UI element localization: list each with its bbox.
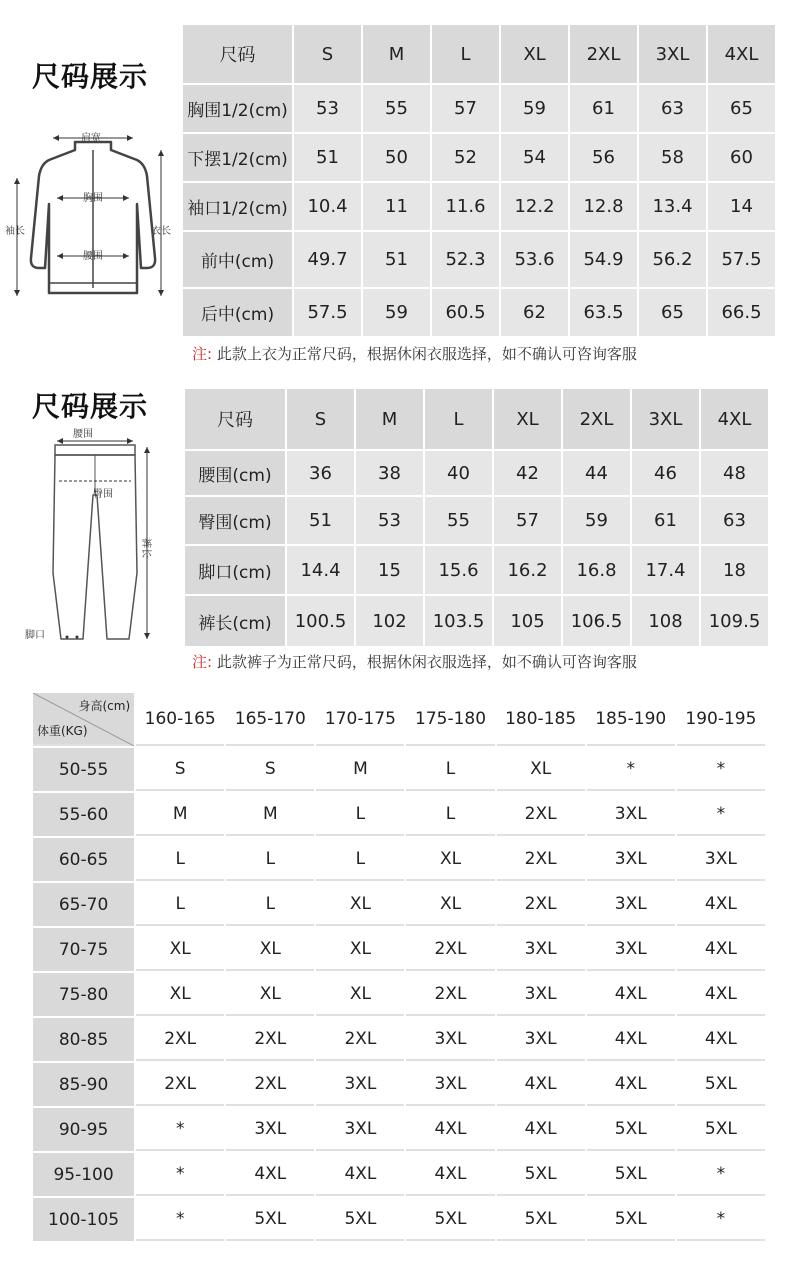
table-cell: 3XL	[226, 1108, 314, 1151]
table-cell: 3XL	[497, 928, 585, 971]
table-cell: 63	[701, 497, 768, 544]
pants-hem-label: 脚口	[25, 630, 45, 641]
pants-header-m: M	[356, 389, 423, 449]
table-cell: 15	[356, 546, 423, 594]
table-row	[33, 928, 765, 971]
table-cell: 103.5	[425, 596, 492, 646]
table-cell: 4XL	[406, 1153, 494, 1196]
table-cell: L	[226, 838, 314, 881]
table-cell: 14.4	[287, 546, 354, 594]
table-cell: 3XL	[497, 1018, 585, 1061]
table-cell: 2XL	[226, 1018, 314, 1061]
weight-range-label: 100-105	[33, 1198, 134, 1241]
jacket-header-m: M	[363, 25, 430, 83]
table-cell: 3XL	[587, 883, 675, 926]
table-cell: 57.5	[708, 232, 775, 287]
table-cell: 5XL	[497, 1198, 585, 1241]
row-label: 腰围(cm)	[185, 451, 285, 495]
pants-header-s: S	[287, 389, 354, 449]
table-cell: 4XL	[406, 1108, 494, 1151]
table-cell: 2XL	[136, 1063, 224, 1106]
weight-range-label: 60-65	[33, 838, 134, 881]
table-row	[33, 838, 765, 881]
table-cell: 5XL	[406, 1198, 494, 1241]
table-row	[33, 1108, 765, 1151]
table-cell: 50	[363, 134, 430, 181]
height-range-header: 175-180	[406, 693, 494, 746]
table-cell: 5XL	[587, 1108, 675, 1151]
table-cell: 106.5	[563, 596, 630, 646]
jacket-header-size: 尺码	[183, 25, 292, 83]
table-cell: 58	[639, 134, 706, 181]
table-cell: 2XL	[497, 883, 585, 926]
table-cell: 11	[363, 183, 430, 230]
table-row	[33, 1153, 765, 1196]
table-cell: 4XL	[316, 1153, 404, 1196]
table-cell: 54.9	[570, 232, 637, 287]
jacket-waist-label: 腰围	[83, 251, 103, 262]
table-cell: 55	[363, 85, 430, 132]
table-cell: 3XL	[587, 793, 675, 836]
pants-header-2xl: 2XL	[563, 389, 630, 449]
table-cell: XL	[316, 928, 404, 971]
pants-note-text: 此款裤子为正常尺码，根据休闲衣服选择，如不确认可咨询客服	[216, 653, 637, 671]
table-cell: 55	[425, 497, 492, 544]
table-cell: *	[136, 1108, 224, 1151]
table-cell: 2XL	[497, 793, 585, 836]
table-cell: L	[226, 883, 314, 926]
table-cell: 11.6	[432, 183, 499, 230]
table-cell: 3XL	[587, 838, 675, 881]
table-cell: 46	[632, 451, 699, 495]
jacket-note	[192, 343, 637, 364]
table-cell: 40	[425, 451, 492, 495]
table-cell: 109.5	[701, 596, 768, 646]
table-row	[33, 883, 765, 926]
pants-length-label: 裤长	[140, 538, 151, 558]
table-row	[33, 1063, 765, 1106]
pants-header-xl: XL	[494, 389, 561, 449]
pants-note	[192, 651, 637, 672]
table-cell: 57	[494, 497, 561, 544]
pants-section-title: 尺码展示	[32, 390, 149, 423]
table-cell: 61	[632, 497, 699, 544]
table-cell: 4XL	[677, 883, 765, 926]
table-cell: 5XL	[587, 1153, 675, 1196]
table-cell: 2XL	[226, 1063, 314, 1106]
table-cell: 3XL	[497, 973, 585, 1016]
table-cell: 2XL	[136, 1018, 224, 1061]
table-cell: S	[136, 748, 224, 791]
table-cell: *	[136, 1198, 224, 1241]
pants-header-3xl: 3XL	[632, 389, 699, 449]
table-cell: 5XL	[677, 1063, 765, 1106]
table-cell: 59	[501, 85, 568, 132]
table-cell: L	[316, 838, 404, 881]
table-cell: 36	[287, 451, 354, 495]
table-cell: 3XL	[587, 928, 675, 971]
table-cell: M	[136, 793, 224, 836]
row-label: 裤长(cm)	[185, 596, 285, 646]
table-cell: 4XL	[587, 973, 675, 1016]
table-cell: M	[316, 748, 404, 791]
table-row	[183, 134, 775, 181]
table-cell: 51	[294, 134, 361, 181]
table-cell: 49.7	[294, 232, 361, 287]
weight-range-label: 50-55	[33, 748, 134, 791]
pants-header-4xl: 4XL	[701, 389, 768, 449]
table-row	[33, 748, 765, 791]
table-cell: 4XL	[587, 1063, 675, 1106]
row-label: 下摆1/2(cm)	[183, 134, 292, 181]
jacket-header-l: L	[432, 25, 499, 83]
table-cell: 17.4	[632, 546, 699, 594]
table-cell: 2XL	[316, 1018, 404, 1061]
weight-range-label: 95-100	[33, 1153, 134, 1196]
weight-range-label: 85-90	[33, 1063, 134, 1106]
table-cell: 54	[501, 134, 568, 181]
table-cell: 4XL	[677, 928, 765, 971]
table-cell: *	[587, 748, 675, 791]
table-cell: 59	[363, 289, 430, 336]
jacket-note-prefix: 注:	[192, 345, 213, 363]
table-cell: 52.3	[432, 232, 499, 287]
table-cell: *	[677, 1153, 765, 1196]
jacket-note-text: 此款上衣为正常尺码，根据休闲衣服选择，如不确认可咨询客服	[216, 345, 637, 363]
height-range-header: 160-165	[136, 693, 224, 746]
table-cell: 44	[563, 451, 630, 495]
table-cell: 53	[294, 85, 361, 132]
table-cell: 66.5	[708, 289, 775, 336]
pants-header-size: 尺码	[185, 389, 285, 449]
height-header-row	[33, 693, 765, 746]
table-cell: XL	[226, 928, 314, 971]
table-cell: 65	[708, 85, 775, 132]
table-cell: 60	[708, 134, 775, 181]
corner-height-label: 身高(cm)	[78, 699, 131, 713]
table-cell: 16.2	[494, 546, 561, 594]
table-cell: 5XL	[587, 1198, 675, 1241]
row-label: 前中(cm)	[183, 232, 292, 287]
jacket-header-row	[183, 25, 775, 83]
table-cell: 4XL	[226, 1153, 314, 1196]
table-row	[183, 289, 775, 336]
pants-waist-label: 腰围	[73, 429, 93, 440]
weight-range-label: 90-95	[33, 1108, 134, 1151]
jacket-header-3xl: 3XL	[639, 25, 706, 83]
table-cell: *	[677, 1198, 765, 1241]
table-cell: XL	[226, 973, 314, 1016]
jacket-diagram	[5, 128, 180, 303]
table-cell: 53	[356, 497, 423, 544]
table-row	[185, 497, 768, 544]
jacket-sleeve-label: 袖长	[5, 226, 25, 237]
table-cell: 5XL	[226, 1198, 314, 1241]
table-cell: 10.4	[294, 183, 361, 230]
table-cell: 57	[432, 85, 499, 132]
table-cell: 100.5	[287, 596, 354, 646]
table-cell: 51	[363, 232, 430, 287]
weight-range-label: 55-60	[33, 793, 134, 836]
table-row	[33, 793, 765, 836]
row-label: 后中(cm)	[183, 289, 292, 336]
height-range-header: 165-170	[226, 693, 314, 746]
table-cell: L	[316, 793, 404, 836]
weight-range-label: 65-70	[33, 883, 134, 926]
table-cell: 3XL	[316, 1108, 404, 1151]
pants-diagram	[25, 423, 160, 648]
table-cell: 12.8	[570, 183, 637, 230]
table-cell: 56	[570, 134, 637, 181]
table-cell: 18	[701, 546, 768, 594]
jacket-section-title: 尺码展示	[32, 60, 149, 93]
pants-header-row	[185, 389, 768, 449]
height-range-header: 190-195	[677, 693, 765, 746]
table-cell: 53.6	[501, 232, 568, 287]
jacket-shoulder-label: 肩宽	[81, 133, 101, 144]
table-cell: XL	[497, 748, 585, 791]
table-cell: 4XL	[497, 1063, 585, 1106]
row-label: 臀围(cm)	[185, 497, 285, 544]
table-cell: 3XL	[406, 1018, 494, 1061]
table-cell: 62	[501, 289, 568, 336]
table-cell: M	[226, 793, 314, 836]
table-cell: 2XL	[406, 973, 494, 1016]
table-cell: 59	[563, 497, 630, 544]
table-cell: 2XL	[406, 928, 494, 971]
jacket-length-label: 衣长	[151, 226, 171, 237]
corner-weight-label: 体重(KG)	[37, 724, 88, 738]
table-cell: 52	[432, 134, 499, 181]
corner-cell	[33, 693, 134, 746]
weight-range-label: 80-85	[33, 1018, 134, 1061]
jacket-header-2xl: 2XL	[570, 25, 637, 83]
table-cell: 3XL	[406, 1063, 494, 1106]
table-cell: 5XL	[677, 1108, 765, 1151]
table-cell: 105	[494, 596, 561, 646]
pants-header-l: L	[425, 389, 492, 449]
table-row	[185, 451, 768, 495]
table-cell: 63.5	[570, 289, 637, 336]
table-cell: 3XL	[677, 838, 765, 881]
pants-note-prefix: 注:	[192, 653, 213, 671]
table-cell: 12.2	[501, 183, 568, 230]
table-row	[33, 1018, 765, 1061]
table-cell: 65	[639, 289, 706, 336]
weight-range-label: 75-80	[33, 973, 134, 1016]
pants-size-table	[183, 387, 770, 648]
table-cell: 61	[570, 85, 637, 132]
table-cell: 5XL	[497, 1153, 585, 1196]
table-cell: 102	[356, 596, 423, 646]
table-cell: 63	[639, 85, 706, 132]
jacket-header-4xl: 4XL	[708, 25, 775, 83]
row-label: 脚口(cm)	[185, 546, 285, 594]
table-cell: 38	[356, 451, 423, 495]
table-cell: XL	[316, 973, 404, 1016]
table-cell: 4XL	[677, 973, 765, 1016]
table-cell: *	[677, 748, 765, 791]
table-cell: 51	[287, 497, 354, 544]
table-cell: 60.5	[432, 289, 499, 336]
table-cell: XL	[316, 883, 404, 926]
table-cell: 108	[632, 596, 699, 646]
table-cell: *	[136, 1153, 224, 1196]
table-cell: L	[406, 748, 494, 791]
table-row	[185, 546, 768, 594]
table-row	[183, 85, 775, 132]
table-cell: 4XL	[497, 1108, 585, 1151]
table-cell: 4XL	[587, 1018, 675, 1061]
table-cell: 48	[701, 451, 768, 495]
table-cell: XL	[406, 838, 494, 881]
table-cell: *	[677, 793, 765, 836]
table-cell: 2XL	[497, 838, 585, 881]
height-range-header: 170-175	[316, 693, 404, 746]
row-label: 袖口1/2(cm)	[183, 183, 292, 230]
table-cell: 15.6	[425, 546, 492, 594]
table-cell: XL	[136, 973, 224, 1016]
table-cell: 57.5	[294, 289, 361, 336]
height-range-header: 185-190	[587, 693, 675, 746]
size-recommendation-table	[31, 691, 767, 1243]
table-row	[33, 1198, 765, 1241]
table-cell: L	[136, 883, 224, 926]
row-label: 胸围1/2(cm)	[183, 85, 292, 132]
table-cell: 5XL	[316, 1198, 404, 1241]
table-cell: 14	[708, 183, 775, 230]
table-row	[183, 183, 775, 230]
table-cell: S	[226, 748, 314, 791]
table-cell: L	[136, 838, 224, 881]
jacket-header-xl: XL	[501, 25, 568, 83]
table-row	[33, 973, 765, 1016]
table-cell: XL	[406, 883, 494, 926]
jacket-chest-label: 胸围	[83, 193, 103, 204]
table-cell: 4XL	[677, 1018, 765, 1061]
table-cell: 42	[494, 451, 561, 495]
jacket-size-table	[181, 23, 777, 338]
jacket-header-s: S	[294, 25, 361, 83]
weight-range-label: 70-75	[33, 928, 134, 971]
table-row	[185, 596, 768, 646]
table-row	[183, 232, 775, 287]
table-cell: L	[406, 793, 494, 836]
table-cell: 3XL	[316, 1063, 404, 1106]
table-cell: XL	[136, 928, 224, 971]
table-cell: 16.8	[563, 546, 630, 594]
table-cell: 13.4	[639, 183, 706, 230]
table-cell: 56.2	[639, 232, 706, 287]
height-range-header: 180-185	[497, 693, 585, 746]
pants-hip-label: 臀围	[93, 489, 113, 500]
